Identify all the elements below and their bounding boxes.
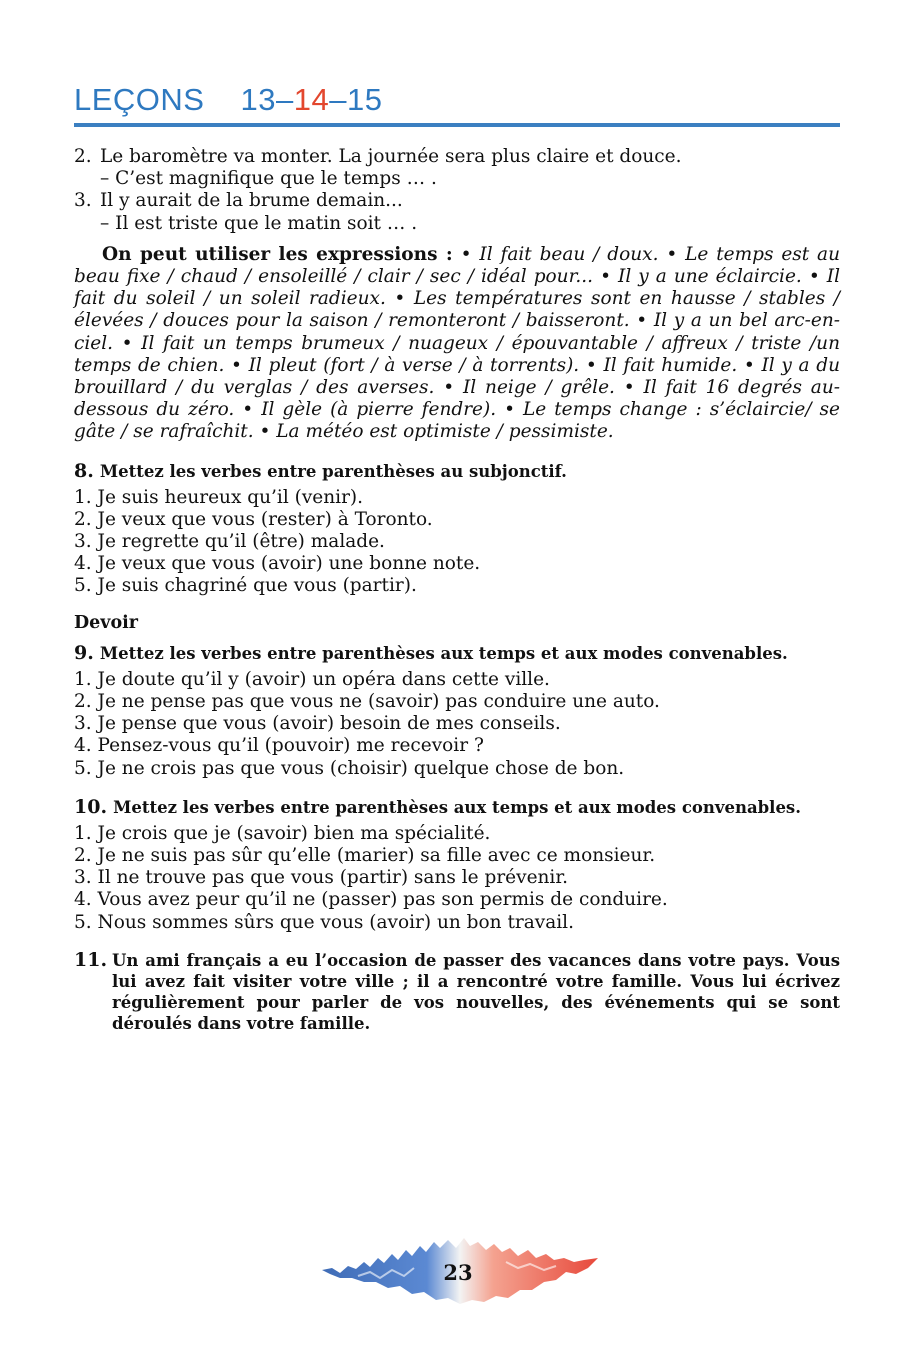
list-item	[74, 146, 840, 168]
exercise-instruction: Mettez les verbes entre parenthèses aux temps et aux modes convenables.	[99, 643, 788, 663]
list-item: 4. Vous avez peur qu’il ne (passer) pas son permis de conduire.	[74, 889, 668, 911]
list-item: 3. Je regrette qu’il (être) malade.	[74, 531, 385, 553]
exercise-9-heading	[74, 642, 840, 665]
list-item: 1. Je crois que je (savoir) bien ma spécialité.	[74, 822, 491, 844]
expressions-paragraph	[74, 244, 840, 444]
expressions-lead: On peut utiliser les expressions :	[102, 243, 453, 265]
item-response: – Il est triste que le matin soit … .	[100, 212, 418, 234]
list-item: 2. Je ne pense pas que vous ne (savoir) pas conduire une auto.	[74, 691, 660, 713]
devoir-heading: Devoir	[74, 612, 139, 633]
page-number: 23	[443, 1260, 473, 1285]
exercise-10-heading	[74, 796, 840, 819]
item-text: Le baromètre va monter. La journée sera plus claire et douce.	[100, 146, 682, 167]
exercise-number: 10.	[74, 795, 108, 818]
exercise-8-heading	[74, 460, 840, 483]
exercise-11	[74, 950, 840, 1034]
list-item: 5. Je ne crois pas que vous (choisir) quelque chose de bon.	[74, 757, 625, 779]
item-text: Il y aurait de la brume demain...	[100, 190, 403, 212]
list-item: 3. Il ne trouve pas que vous (partir) sans le prévenir.	[74, 867, 569, 889]
list-item: 5. Nous sommes sûrs que vous (avoir) un bon travail.	[74, 911, 574, 933]
item-number: 2.	[74, 146, 92, 167]
list-item	[74, 190, 840, 212]
page-footer	[318, 1232, 602, 1308]
lecons-label: LEÇONS	[74, 82, 205, 117]
expressions-text: • Il fait beau / doux. • Le temps est au beau fixe / chaud / ensoleillé / clair / sec / idéal pour... • Il y a une éclaircie. • Il fait du soleil / un soleil radieux. • Les températures sont en hausse / stables / élevées / douces pour la saison / remonteront / baisseront. • Il y a un bel arc-en-ciel. • Il fait un temps brumeux / nuageux / épouvantable / affreux / triste /un temps de chien. • Il pleut (fort / à verse / à torrents). • Il fait humide. • Il y a du brouillard / du verglas / des averses. • Il neige / grêle. • Il fait 16 degrés au-dessous du zéro. • Il gèle (à pierre fendre). • Le temps change : s’éclaircie/ se gâte / se rafraîchit. • La météo est optimiste / pessimiste.	[74, 243, 841, 443]
lesson-dash: –	[275, 82, 294, 117]
exercise-number: 9.	[74, 641, 94, 664]
item-response: – C’est magnifique que le temps … .	[100, 168, 437, 190]
exercise-instruction: Mettez les verbes entre parenthèses aux temps et aux modes convenables.	[113, 797, 801, 817]
lesson-title	[74, 82, 840, 118]
exercise-instruction: Un ami français a eu l’occasion de passer des vacances dans votre pays. Vous lui avez fait visiter votre ville ; il a rencontré votre famille. Vous lui écrivez régulièrement pour parler de vos nouvelles, des événements qui se sont déroulés dans votre famille.	[112, 950, 840, 1033]
list-item: 1. Je doute qu’il y (avoir) un opéra dans cette ville.	[74, 668, 550, 690]
exercise-number: 8.	[74, 459, 94, 482]
exercise-9-list	[74, 669, 840, 780]
list-item: 4. Pensez-vous qu’il (pouvoir) me recevoir ?	[74, 735, 484, 757]
lesson-dash: –	[329, 82, 347, 117]
page-header	[74, 82, 840, 118]
list-item: 5. Je suis chagriné que vous (partir).	[74, 575, 417, 597]
list-item: 3. Je pense que vous (avoir) besoin de mes conseils.	[74, 713, 561, 735]
list-item: 2. Je ne suis pas sûr qu’elle (marier) sa fille avec ce monsieur.	[74, 845, 656, 867]
top-exercise-items	[74, 146, 840, 235]
lesson-number-14: 14	[293, 82, 330, 117]
exercise-number: 11.	[74, 948, 108, 971]
list-item: 4. Je veux que vous (avoir) une bonne note.	[74, 553, 481, 575]
exercise-8-list	[74, 487, 840, 598]
page-content	[74, 146, 840, 1034]
exercise-instruction: Mettez les verbes entre parenthèses au subjonctif.	[99, 461, 567, 481]
lesson-number-13: 13	[240, 82, 276, 117]
list-item: 2. Je veux que vous (rester) à Toronto.	[74, 508, 433, 530]
exercise-10-list	[74, 823, 840, 934]
lesson-number-15: 15	[346, 82, 383, 117]
list-item: 1. Je suis heureux qu’il (venir).	[74, 486, 364, 508]
header-rule	[74, 123, 840, 127]
item-number: 3.	[74, 190, 92, 212]
